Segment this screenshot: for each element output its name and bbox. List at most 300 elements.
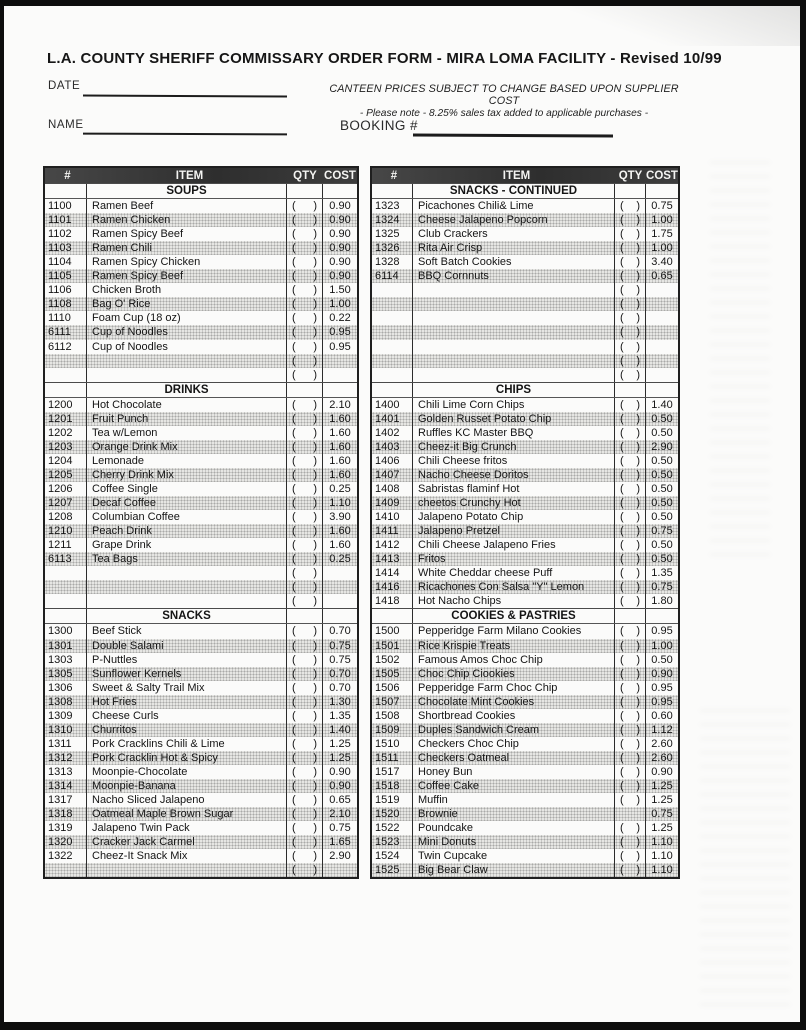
item-number: 1105 bbox=[45, 269, 87, 283]
item-cost bbox=[646, 311, 678, 325]
qty-field[interactable] bbox=[615, 524, 646, 538]
qty-close-paren: ) bbox=[313, 284, 317, 297]
qty-field[interactable] bbox=[615, 213, 646, 227]
qty-close-paren: ) bbox=[313, 723, 317, 736]
item-number: 1505 bbox=[372, 667, 413, 681]
item-cost: 0.22 bbox=[329, 312, 351, 325]
qty-open-paren: ( bbox=[292, 284, 296, 297]
qty-field[interactable] bbox=[287, 255, 323, 269]
qty-field[interactable] bbox=[287, 213, 323, 227]
item-number: 1305 bbox=[45, 667, 87, 681]
item-name: White Cheddar cheese Puff bbox=[413, 566, 615, 580]
qty-field[interactable] bbox=[287, 241, 323, 255]
table-row bbox=[372, 199, 678, 213]
qty-field[interactable] bbox=[287, 412, 323, 426]
item-cost: 0.25 bbox=[329, 483, 351, 495]
qty-field[interactable] bbox=[287, 807, 323, 821]
qty-close-paren: ) bbox=[636, 454, 640, 467]
item-cost: 1.60 bbox=[329, 454, 351, 467]
item-name: Lemonade bbox=[87, 454, 287, 468]
item-cost: 1.10 bbox=[329, 497, 351, 510]
item-number: 1312 bbox=[45, 751, 87, 765]
item-number bbox=[45, 354, 87, 368]
item-cost: 1.40 bbox=[329, 723, 351, 736]
item-name: Picachones Chili& Lime bbox=[413, 199, 615, 213]
qty-field[interactable] bbox=[287, 751, 323, 765]
qty-close-paren: ) bbox=[636, 765, 640, 778]
item-number bbox=[372, 340, 413, 354]
qty-field[interactable] bbox=[287, 793, 323, 807]
blank-row bbox=[45, 368, 357, 382]
qty-field[interactable] bbox=[287, 594, 323, 608]
item-name: Sunflower Kernels bbox=[87, 667, 287, 681]
qty-field[interactable] bbox=[287, 454, 323, 468]
qty-field[interactable] bbox=[287, 426, 323, 440]
name-input-line[interactable] bbox=[83, 133, 287, 136]
qty-close-paren: ) bbox=[313, 639, 317, 652]
item-number: 1409 bbox=[372, 496, 413, 510]
column-header-cost: COST bbox=[324, 169, 356, 182]
section-num-cell bbox=[45, 184, 87, 198]
qty-field[interactable] bbox=[615, 269, 646, 283]
item-number: 1502 bbox=[372, 653, 413, 667]
qty-close-paren: ) bbox=[636, 709, 640, 722]
item-name: Pork Cracklins Chili & Lime bbox=[87, 737, 287, 751]
item-number: 1208 bbox=[45, 510, 87, 524]
table-row bbox=[45, 454, 357, 468]
qty-open-paren: ( bbox=[292, 228, 296, 241]
qty-field[interactable] bbox=[615, 368, 646, 382]
item-cost: 0.50 bbox=[651, 412, 673, 425]
qty-field[interactable] bbox=[287, 340, 323, 354]
table-row bbox=[45, 227, 357, 241]
qty-close-paren: ) bbox=[636, 737, 640, 750]
qty-close-paren: ) bbox=[636, 326, 640, 339]
item-name: Orange Drink Mix bbox=[87, 440, 287, 454]
qty-field[interactable] bbox=[615, 863, 646, 877]
item-number bbox=[45, 368, 87, 382]
table-row bbox=[372, 412, 678, 426]
table-row bbox=[45, 639, 357, 653]
item-number: 1314 bbox=[45, 779, 87, 793]
item-cost: 0.75 bbox=[651, 525, 673, 538]
qty-close-paren: ) bbox=[313, 751, 317, 764]
item-number: 1108 bbox=[45, 297, 87, 311]
qty-field[interactable] bbox=[287, 709, 323, 723]
item-number: 1210 bbox=[45, 524, 87, 538]
qty-field[interactable] bbox=[615, 412, 646, 426]
qty-field[interactable] bbox=[287, 552, 323, 566]
qty-field[interactable] bbox=[615, 765, 646, 779]
qty-field[interactable] bbox=[615, 723, 646, 737]
table-row bbox=[372, 639, 678, 653]
qty-field[interactable] bbox=[287, 510, 323, 524]
qty-open-paren: ( bbox=[292, 595, 296, 608]
qty-field[interactable] bbox=[615, 311, 646, 325]
qty-field[interactable] bbox=[287, 821, 323, 835]
qty-open-paren: ( bbox=[620, 653, 624, 666]
item-cost: 2.90 bbox=[329, 850, 351, 863]
qty-open-paren: ( bbox=[620, 864, 624, 877]
item-name: Chocolate Mint Cookies bbox=[413, 695, 615, 709]
qty-field[interactable] bbox=[287, 737, 323, 751]
qty-open-paren: ( bbox=[292, 354, 296, 367]
blank-row bbox=[372, 354, 678, 368]
item-name: Beef Stick bbox=[87, 624, 287, 638]
qty-close-paren: ) bbox=[313, 779, 317, 792]
item-name: Golden Russet Potato Chip bbox=[413, 412, 615, 426]
qty-field[interactable] bbox=[287, 695, 323, 709]
qty-close-paren: ) bbox=[313, 398, 317, 411]
qty-open-paren: ( bbox=[292, 340, 296, 353]
qty-field[interactable] bbox=[615, 340, 646, 354]
item-cost: 2.10 bbox=[329, 808, 351, 821]
blank-row bbox=[45, 863, 357, 877]
table-row bbox=[45, 496, 357, 510]
section-qty-cell bbox=[615, 609, 646, 623]
qty-field[interactable] bbox=[287, 297, 323, 311]
qty-close-paren: ) bbox=[636, 284, 640, 297]
qty-field[interactable] bbox=[287, 835, 323, 849]
qty-field[interactable] bbox=[615, 325, 646, 339]
qty-open-paren: ( bbox=[292, 709, 296, 722]
column-header-item: ITEM bbox=[502, 169, 531, 182]
qty-open-paren: ( bbox=[620, 284, 624, 297]
qty-close-paren: ) bbox=[636, 426, 640, 439]
qty-field[interactable] bbox=[287, 440, 323, 454]
item-cost: 1.75 bbox=[651, 228, 673, 241]
table-row bbox=[372, 241, 678, 255]
qty-field[interactable] bbox=[615, 440, 646, 454]
qty-open-paren: ( bbox=[620, 850, 624, 863]
item-cost bbox=[646, 297, 678, 311]
qty-field[interactable] bbox=[287, 681, 323, 695]
item-cost: 0.90 bbox=[329, 228, 351, 241]
section-qty-cell bbox=[287, 184, 323, 198]
item-cost: 1.10 bbox=[651, 836, 673, 849]
qty-close-paren: ) bbox=[636, 214, 640, 227]
table-row bbox=[45, 538, 357, 552]
qty-close-paren: ) bbox=[636, 653, 640, 666]
item-cost: 0.75 bbox=[651, 581, 673, 594]
qty-field[interactable] bbox=[615, 426, 646, 440]
item-name: Pepperidge Farm Choc Chip bbox=[413, 681, 615, 695]
qty-close-paren: ) bbox=[313, 312, 317, 325]
item-name bbox=[413, 283, 615, 297]
item-cost: 0.25 bbox=[329, 553, 351, 566]
qty-open-paren: ( bbox=[292, 483, 296, 495]
qty-open-paren: ( bbox=[620, 595, 624, 608]
qty-field[interactable] bbox=[287, 398, 323, 412]
item-name: Rice Krispie Treats bbox=[413, 639, 615, 653]
item-cost: 0.70 bbox=[329, 667, 351, 680]
item-number: 1308 bbox=[45, 695, 87, 709]
date-input-line[interactable] bbox=[83, 94, 287, 97]
item-cost: 1.35 bbox=[329, 709, 351, 722]
item-name: Checkers Oatmeal bbox=[413, 751, 615, 765]
item-cost bbox=[646, 354, 678, 368]
qty-field[interactable] bbox=[287, 653, 323, 667]
qty-field[interactable] bbox=[615, 482, 646, 496]
qty-field[interactable] bbox=[615, 667, 646, 681]
qty-field[interactable] bbox=[287, 496, 323, 510]
qty-close-paren: ) bbox=[313, 625, 317, 638]
qty-open-paren: ( bbox=[292, 497, 296, 510]
item-number: 1328 bbox=[372, 255, 413, 269]
qty-field[interactable] bbox=[615, 283, 646, 297]
section-cost-cell bbox=[646, 383, 678, 397]
item-number bbox=[372, 354, 413, 368]
qty-field[interactable] bbox=[287, 723, 323, 737]
qty-field[interactable] bbox=[615, 227, 646, 241]
table-row bbox=[372, 765, 678, 779]
qty-field[interactable] bbox=[615, 199, 646, 213]
qty-open-paren: ( bbox=[620, 454, 624, 467]
qty-field[interactable] bbox=[287, 354, 323, 368]
item-number: 1102 bbox=[45, 227, 87, 241]
item-name: Foam Cup (18 oz) bbox=[87, 311, 287, 325]
qty-field[interactable] bbox=[615, 566, 646, 580]
blank-row bbox=[372, 325, 678, 339]
booking-number-input-line[interactable] bbox=[413, 133, 613, 137]
item-cost: 0.90 bbox=[329, 765, 351, 778]
item-number: 1203 bbox=[45, 440, 87, 454]
qty-field[interactable] bbox=[615, 849, 646, 863]
qty-field[interactable] bbox=[615, 835, 646, 849]
qty-field[interactable] bbox=[615, 807, 646, 821]
qty-field[interactable] bbox=[287, 468, 323, 482]
form-page bbox=[4, 6, 800, 1022]
qty-close-paren: ) bbox=[313, 794, 317, 807]
qty-close-paren: ) bbox=[313, 242, 317, 255]
section-cost-cell bbox=[323, 609, 357, 623]
qty-open-paren: ( bbox=[620, 242, 624, 255]
item-cost: 1.65 bbox=[329, 836, 351, 849]
item-cost: 1.35 bbox=[651, 567, 673, 580]
qty-close-paren: ) bbox=[313, 340, 317, 353]
qty-field[interactable] bbox=[287, 524, 323, 538]
qty-close-paren: ) bbox=[313, 426, 317, 439]
item-cost: 0.50 bbox=[651, 653, 673, 666]
item-name: Columbian Coffee bbox=[87, 510, 287, 524]
item-number: 1110 bbox=[45, 311, 87, 325]
qty-field[interactable] bbox=[615, 255, 646, 269]
qty-open-paren: ( bbox=[620, 822, 624, 835]
qty-open-paren: ( bbox=[292, 539, 296, 552]
qty-close-paren: ) bbox=[313, 581, 317, 594]
bleed-through-smudge bbox=[710, 156, 770, 556]
qty-field[interactable] bbox=[287, 580, 323, 594]
item-number: 1100 bbox=[45, 199, 87, 213]
item-number: 1200 bbox=[45, 398, 87, 412]
qty-open-paren: ( bbox=[620, 326, 624, 339]
qty-field[interactable] bbox=[287, 325, 323, 339]
qty-field[interactable] bbox=[615, 468, 646, 482]
qty-close-paren: ) bbox=[313, 468, 317, 481]
blank-row bbox=[372, 297, 678, 311]
qty-open-paren: ( bbox=[292, 525, 296, 538]
item-name: Cheez-it Big Crunch bbox=[413, 440, 615, 454]
table-row bbox=[372, 653, 678, 667]
qty-open-paren: ( bbox=[292, 511, 296, 524]
item-cost bbox=[323, 580, 357, 594]
qty-field[interactable] bbox=[615, 354, 646, 368]
table-row bbox=[372, 227, 678, 241]
qty-field[interactable] bbox=[287, 779, 323, 793]
qty-close-paren: ) bbox=[636, 681, 640, 694]
item-number: 1103 bbox=[45, 241, 87, 255]
qty-field[interactable] bbox=[287, 765, 323, 779]
section-header-row bbox=[372, 382, 678, 398]
item-name: Sabristas flaminf Hot bbox=[413, 482, 615, 496]
section-cost-cell bbox=[646, 609, 678, 623]
item-name: Pork Cracklin Hot & Spicy bbox=[87, 751, 287, 765]
item-name: P-Nuttles bbox=[87, 653, 287, 667]
qty-field[interactable] bbox=[615, 709, 646, 723]
qty-open-paren: ( bbox=[292, 368, 296, 381]
price-notice-line2: - Please note - 8.25% sales tax added to applicable purchases - bbox=[359, 108, 649, 119]
qty-field[interactable] bbox=[287, 849, 323, 863]
qty-field[interactable] bbox=[287, 269, 323, 283]
item-number: 1418 bbox=[372, 594, 413, 608]
item-name: Cheese Curls bbox=[87, 709, 287, 723]
qty-field[interactable] bbox=[615, 653, 646, 667]
item-number: 1319 bbox=[45, 821, 87, 835]
qty-field[interactable] bbox=[615, 793, 646, 807]
qty-open-paren: ( bbox=[292, 695, 296, 708]
qty-field[interactable] bbox=[287, 667, 323, 681]
item-number bbox=[372, 368, 413, 382]
item-number: 1101 bbox=[45, 213, 87, 227]
qty-close-paren: ) bbox=[313, 808, 317, 821]
item-cost: 0.90 bbox=[329, 214, 351, 227]
qty-field[interactable] bbox=[615, 454, 646, 468]
qty-field[interactable] bbox=[615, 552, 646, 566]
qty-open-paren: ( bbox=[292, 326, 296, 339]
item-cost: 0.90 bbox=[329, 779, 351, 792]
item-number: 1325 bbox=[372, 227, 413, 241]
qty-field[interactable] bbox=[287, 482, 323, 496]
qty-field[interactable] bbox=[287, 311, 323, 325]
qty-close-paren: ) bbox=[636, 368, 640, 381]
qty-field[interactable] bbox=[615, 398, 646, 412]
item-number bbox=[45, 566, 87, 580]
qty-open-paren: ( bbox=[620, 581, 624, 594]
qty-field[interactable] bbox=[287, 538, 323, 552]
qty-field[interactable] bbox=[287, 199, 323, 213]
item-name: Cherry Drink Mix bbox=[87, 468, 287, 482]
item-number: 1300 bbox=[45, 624, 87, 638]
item-cost: 0.65 bbox=[329, 794, 351, 807]
qty-close-paren: ) bbox=[636, 270, 640, 283]
item-cost: 1.00 bbox=[651, 639, 673, 652]
qty-field[interactable] bbox=[287, 624, 323, 638]
qty-field[interactable] bbox=[615, 737, 646, 751]
qty-open-paren: ( bbox=[292, 681, 296, 694]
qty-close-paren: ) bbox=[636, 483, 640, 495]
qty-field[interactable] bbox=[615, 510, 646, 524]
qty-field[interactable] bbox=[287, 368, 323, 382]
item-cost: 3.90 bbox=[329, 511, 351, 524]
item-name: Club Crackers bbox=[413, 227, 615, 241]
qty-field[interactable] bbox=[287, 639, 323, 653]
item-cost: 0.65 bbox=[651, 270, 673, 283]
qty-field[interactable] bbox=[615, 624, 646, 638]
table-row bbox=[45, 398, 357, 412]
qty-close-paren: ) bbox=[313, 667, 317, 680]
qty-field[interactable] bbox=[615, 297, 646, 311]
qty-field[interactable] bbox=[615, 681, 646, 695]
item-number: 1324 bbox=[372, 213, 413, 227]
qty-close-paren: ) bbox=[636, 794, 640, 807]
item-number: 1204 bbox=[45, 454, 87, 468]
qty-open-paren: ( bbox=[620, 709, 624, 722]
qty-field[interactable] bbox=[615, 594, 646, 608]
qty-field[interactable] bbox=[615, 695, 646, 709]
item-cost: 1.40 bbox=[651, 398, 673, 411]
qty-field[interactable] bbox=[615, 779, 646, 793]
qty-close-paren: ) bbox=[636, 567, 640, 580]
item-number: 1310 bbox=[45, 723, 87, 737]
table-row bbox=[45, 213, 357, 227]
qty-close-paren: ) bbox=[636, 667, 640, 680]
qty-open-paren: ( bbox=[620, 398, 624, 411]
qty-field[interactable] bbox=[287, 283, 323, 297]
qty-field[interactable] bbox=[287, 227, 323, 241]
qty-field[interactable] bbox=[615, 639, 646, 653]
qty-close-paren: ) bbox=[636, 497, 640, 510]
qty-close-paren: ) bbox=[313, 539, 317, 552]
qty-field[interactable] bbox=[287, 566, 323, 580]
table-row bbox=[45, 241, 357, 255]
qty-open-paren: ( bbox=[620, 511, 624, 524]
qty-field[interactable] bbox=[615, 580, 646, 594]
qty-close-paren: ) bbox=[636, 398, 640, 411]
item-number: 1411 bbox=[372, 524, 413, 538]
item-number: 1311 bbox=[45, 737, 87, 751]
qty-close-paren: ) bbox=[313, 454, 317, 467]
qty-close-paren: ) bbox=[636, 836, 640, 849]
qty-field[interactable] bbox=[615, 751, 646, 765]
qty-close-paren: ) bbox=[313, 553, 317, 566]
qty-field[interactable] bbox=[615, 821, 646, 835]
section-num-cell bbox=[372, 184, 413, 198]
item-name bbox=[413, 297, 615, 311]
qty-field[interactable] bbox=[615, 538, 646, 552]
section-cost-cell bbox=[323, 184, 357, 198]
blank-row bbox=[45, 354, 357, 368]
qty-open-paren: ( bbox=[620, 354, 624, 367]
table-row bbox=[45, 779, 357, 793]
qty-close-paren: ) bbox=[636, 595, 640, 608]
table-header-row bbox=[372, 168, 678, 183]
qty-open-paren: ( bbox=[292, 256, 296, 269]
qty-open-paren: ( bbox=[620, 270, 624, 283]
item-name: Rita Air Crisp bbox=[413, 241, 615, 255]
item-number: 1322 bbox=[45, 849, 87, 863]
qty-field[interactable] bbox=[287, 863, 323, 877]
qty-field[interactable] bbox=[615, 241, 646, 255]
table-row bbox=[372, 793, 678, 807]
qty-close-paren: ) bbox=[313, 822, 317, 835]
qty-open-paren: ( bbox=[292, 723, 296, 736]
qty-field[interactable] bbox=[615, 496, 646, 510]
qty-open-paren: ( bbox=[620, 525, 624, 538]
blank-row bbox=[372, 340, 678, 354]
item-cost: 1.10 bbox=[651, 864, 673, 877]
qty-close-paren: ) bbox=[313, 709, 317, 722]
item-number: 6112 bbox=[45, 340, 87, 354]
